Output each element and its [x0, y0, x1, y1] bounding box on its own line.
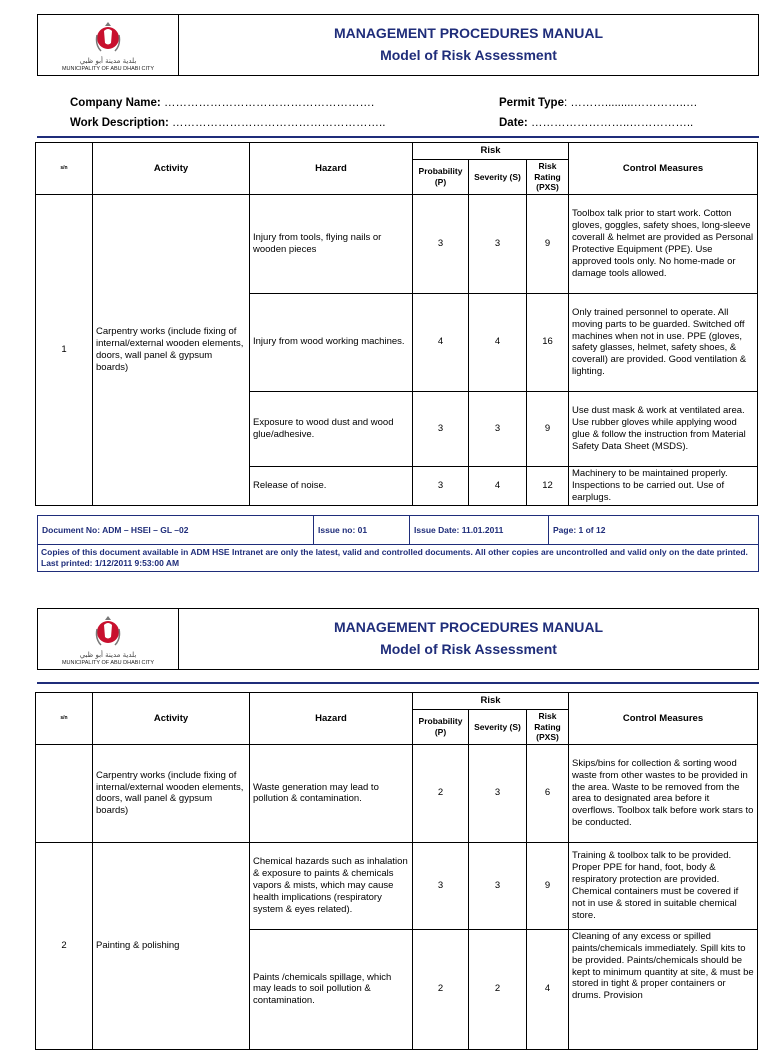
cell-rating: 9 [527, 194, 569, 293]
col-control: Control Measures [569, 693, 758, 745]
cell-hazard: Release of noise. [250, 466, 413, 505]
cell-severity: 3 [469, 744, 527, 842]
issue-number: Issue no: 01 [314, 516, 410, 544]
cell-hazard: Waste generation may lead to pollution & contamination. [250, 744, 413, 842]
col-hazard: Hazard [250, 693, 413, 745]
col-control: Control Measures [569, 143, 758, 195]
org-name-arabic: بلدية مدينة أبو ظبي [79, 57, 137, 65]
cell-probability: 3 [413, 842, 469, 929]
manual-subtitle: Model of Risk Assessment [380, 47, 557, 63]
company-name-field[interactable]: Company Name: ………………………………………………. [70, 97, 375, 109]
cell-severity: 4 [469, 293, 527, 391]
table-row [36, 194, 758, 293]
risk-table-page-1 [35, 142, 758, 506]
cell-hazard: Chemical hazards such as inhalation & exposure to paints & chemicals vapors & mists, which may cause health implications (respiratory system & eyes related). [250, 842, 413, 929]
manual-subtitle: Model of Risk Assessment [380, 641, 557, 657]
page-number: Page: 1 of 12 [553, 525, 606, 535]
col-activity: Activity [93, 143, 250, 195]
cell-control: Machinery to be maintained properly. Inspections to be carried out. Use of earplugs. [569, 466, 758, 505]
cell-control: Cleaning of any excess or spilled paints/chemicals immediately. Spill kits to be provided. Paints/chemicals should be kept to minimum quantity at site, & must be stored in tight & proper containers or drums. Provision [569, 929, 758, 1049]
cell-probability: 3 [413, 391, 469, 466]
cell-hazard: Injury from wood working machines. [250, 293, 413, 391]
cell-sn [36, 744, 93, 842]
cell-control: Use dust mask & work at ventilated area. Use rubber gloves while applying wood glue & follow the instruction from Material Safety Data Sheet (MSDS). [569, 391, 758, 466]
cell-hazard: Exposure to wood dust and wood glue/adhesive. [250, 391, 413, 466]
falcon-emblem-icon [95, 21, 121, 55]
cell-control: Only trained personnel to operate. All moving parts to be guarded. Switched off machines when not in use. PPE (gloves, safety glasses, helmet, safety shoes, & coverall) are provided. Good ventilation & lighting. [569, 293, 758, 391]
cell-control: Skips/bins for collection & sorting wood waste from other wastes to be provided in the area. Waste to be removed from the area to designated area before it overflows. Toolbox talk before work stars to be conducted. [569, 744, 758, 842]
municipality-logo [38, 15, 179, 75]
cell-rating: 16 [527, 293, 569, 391]
municipality-logo [38, 609, 179, 669]
col-probability: Probability (P) [413, 710, 469, 745]
col-severity: Severity (S) [469, 710, 527, 745]
cell-severity: 3 [469, 842, 527, 929]
cell-severity: 3 [469, 194, 527, 293]
table-row [36, 842, 758, 929]
col-sn: s/n [36, 143, 93, 195]
document-footer [37, 515, 759, 572]
cell-severity: 2 [469, 929, 527, 1049]
date-field[interactable]: Date: ……………………..…………….. [499, 117, 694, 129]
cell-probability: 3 [413, 466, 469, 505]
col-risk: Risk [413, 143, 569, 160]
cell-rating: 4 [527, 929, 569, 1049]
cell-probability: 2 [413, 929, 469, 1049]
cell-control: Training & toolbox talk to be provided. Proper PPE for hand, foot, body & respiratory protection are provided. Chemical containers must be covered if not in use & stored in suitable chemical store. [569, 842, 758, 929]
col-sn: s/n [36, 693, 93, 745]
col-rating: Risk Rating (PXS) [527, 160, 569, 195]
org-name-arabic: بلدية مدينة أبو ظبي [79, 651, 137, 659]
cell-hazard: Injury from tools, flying nails or wooden pieces [250, 194, 413, 293]
cell-rating: 6 [527, 744, 569, 842]
divider [37, 682, 759, 684]
copy-notice: Copies of this document available in ADM HSE Intranet are only the latest, valid and controlled documents. All other copies are uncontrolled and valid only on the date printed. Last printed: 1/12/2011 9:53:00 AM [41, 547, 748, 569]
cell-probability: 3 [413, 194, 469, 293]
cell-probability: 4 [413, 293, 469, 391]
col-activity: Activity [93, 693, 250, 745]
org-name-english: MUNICIPALITY OF ABU DHABI CITY [61, 660, 155, 666]
cell-activity: Painting & polishing [93, 842, 250, 1049]
col-hazard: Hazard [250, 143, 413, 195]
cell-activity: Carpentry works (include fixing of internal/external wooden elements, doors, wall panel & gypsum boards) [93, 744, 250, 842]
cell-activity: Carpentry works (include fixing of internal/external wooden elements, doors, wall panel & gypsum boards) [93, 194, 250, 505]
cell-rating: 9 [527, 842, 569, 929]
cell-probability: 2 [413, 744, 469, 842]
cell-severity: 4 [469, 466, 527, 505]
cell-sn: 1 [36, 194, 93, 505]
risk-table-page-2 [35, 692, 758, 1050]
header-box-1 [37, 14, 759, 76]
header-box-2 [37, 608, 759, 670]
cell-sn: 2 [36, 842, 93, 1049]
falcon-emblem-icon [95, 615, 121, 649]
issue-date: Issue Date: 11.01.2011 [410, 516, 549, 544]
col-rating: Risk Rating (PXS) [527, 710, 569, 745]
table-row [36, 744, 758, 842]
cell-rating: 12 [527, 466, 569, 505]
cell-hazard: Paints /chemicals spillage, which may leads to soil pollution & contamination. [250, 929, 413, 1049]
doc-number: Document No: ADM – HSEI – GL –02 [38, 516, 314, 544]
manual-title: MANAGEMENT PROCEDURES MANUAL [333, 25, 604, 41]
org-name-english: MUNICIPALITY OF ABU DHABI CITY [61, 66, 155, 72]
divider [37, 136, 759, 138]
cell-rating: 9 [527, 391, 569, 466]
col-probability: Probability (P) [413, 160, 469, 195]
manual-title: MANAGEMENT PROCEDURES MANUAL [333, 619, 604, 635]
cell-severity: 3 [469, 391, 527, 466]
work-description-field[interactable]: Work Description: ……………………………………………….. [70, 117, 386, 129]
col-risk: Risk [413, 693, 569, 710]
col-severity: Severity (S) [469, 160, 527, 195]
cell-control: Toolbox talk prior to start work. Cotton gloves, goggles, safety shoes, long-sleeve coverall & helmet are provided as Personal Protective Equipment (PPE). Use approved tools only. No home-made or damage tools allowed. [569, 194, 758, 293]
permit-type-field[interactable]: Permit Type: ……….........…………..… [499, 97, 698, 109]
